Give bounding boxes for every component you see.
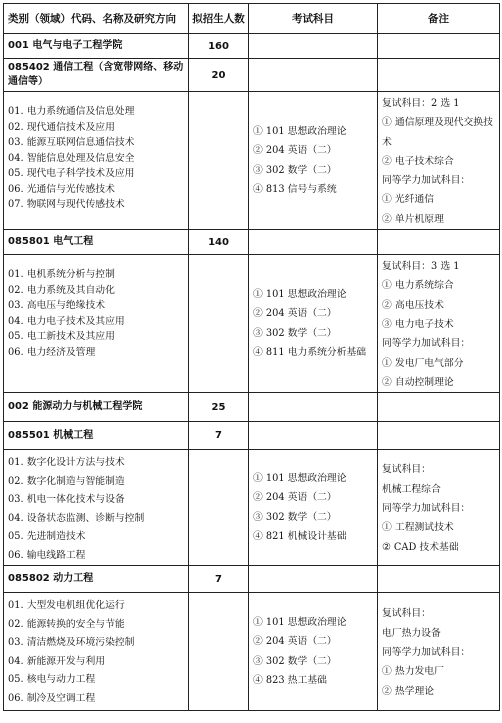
note-line: ② 自动控制理论 <box>382 376 454 388</box>
direction-item: 05. 核电与动力工程 <box>8 674 96 686</box>
section-count: 7 <box>189 422 249 450</box>
direction-item: 06. 制冷及空调工程 <box>8 692 96 704</box>
note-line: ③ 电力电子技术 <box>382 318 454 330</box>
research-directions <box>4 593 189 711</box>
note-line: ① 电力系统综合 <box>382 280 454 292</box>
direction-item: 04. 新能源开发与利用 <box>8 655 106 667</box>
section-row <box>4 34 500 59</box>
note-line: 复试科目： <box>382 464 431 476</box>
direction-item: 06. 光通信与光传感技术 <box>8 183 115 195</box>
exam-item: ② 204 英语（二） <box>253 636 337 648</box>
direction-item: 04. 设备状态监测、诊断与控制 <box>8 512 145 524</box>
note-line: ① 通信原理及现代交换技术 <box>382 117 493 148</box>
exam-subjects <box>249 450 378 566</box>
note-line: ② 热学理论 <box>382 685 435 697</box>
direction-item: 03. 能源互联网信息通信技术 <box>8 137 135 148</box>
research-directions <box>4 255 189 393</box>
note-line: 同等学力加试科目： <box>382 503 471 514</box>
section-title: 085402 通信工程（含宽带网络、移动通信等） <box>4 59 189 92</box>
exam-item: ① 101 思想政治理论 <box>253 472 347 484</box>
note-line: ① 发电厂电气部分 <box>382 357 464 369</box>
exam-item: ④ 823 热工基础 <box>253 675 327 687</box>
section-count: 25 <box>189 393 249 422</box>
exam-item: ① 101 思想政治理论 <box>253 288 347 300</box>
program-detail-row <box>4 92 500 230</box>
direction-item: 03. 清洁燃烧及环境污染控制 <box>8 637 135 649</box>
program-detail-row <box>4 593 500 711</box>
section-title: 085801 电气工程 <box>4 230 189 255</box>
section-count: 140 <box>189 230 249 255</box>
exam-item: ③ 302 数学（二） <box>253 327 337 339</box>
exam-item: ③ 302 数学（二） <box>253 655 337 667</box>
exam-item: ① 101 思想政治理论 <box>253 125 347 137</box>
exam-subjects <box>249 92 378 230</box>
note-line: 同等学力加试科目： <box>382 647 471 658</box>
direction-item: 01. 数字化设计方法与技术 <box>8 457 125 469</box>
direction-item: 04. 电力电子技术及其应用 <box>8 315 125 327</box>
note-line: ② 电子技术综合 <box>382 155 454 167</box>
notes <box>378 92 500 230</box>
note-line: 同等学力加试科目： <box>382 338 471 350</box>
exam-item: ④ 821 机械设计基础 <box>253 531 347 543</box>
direction-item: 06. 输电线路工程 <box>8 549 86 561</box>
exam-subjects <box>249 255 378 393</box>
direction-item: 01. 电机系统分析与控制 <box>8 269 115 281</box>
note-line: ② CAD 技术基础 <box>382 541 459 553</box>
section-title: 085501 机械工程 <box>4 422 189 450</box>
exam-item: ② 204 英语（二） <box>253 492 337 504</box>
section-title: 001 电气与电子工程学院 <box>4 34 189 59</box>
direction-item: 05. 电工新技术及其应用 <box>8 331 115 343</box>
exam-item: ① 101 思想政治理论 <box>253 616 347 628</box>
direction-item: 01. 大型发电机组优化运行 <box>8 600 125 612</box>
direction-item: 04. 智能信息处理及信息安全 <box>8 152 135 164</box>
notes <box>378 450 500 566</box>
section-row <box>4 566 500 593</box>
section-row <box>4 422 500 450</box>
note-line: 复试科目：2 选 1 <box>382 98 460 109</box>
header-exam-subjects: 考试科目 <box>249 4 378 34</box>
section-row <box>4 393 500 422</box>
header-notes: 备注 <box>378 4 500 34</box>
note-line: ② 高电压技术 <box>382 299 444 311</box>
note-line: ① 光纤通信 <box>382 194 435 206</box>
note-line: 同等学力加试科目： <box>382 175 471 187</box>
section-row <box>4 59 500 92</box>
program-detail-row <box>4 255 500 393</box>
section-count: 160 <box>189 34 249 59</box>
direction-item: 05. 先进制造技术 <box>8 531 86 543</box>
direction-item: 02. 现代通信技术及应用 <box>8 121 115 133</box>
section-count: 7 <box>189 566 249 593</box>
note-line: ① 工程测试技术 <box>382 522 454 534</box>
research-directions <box>4 92 189 230</box>
exam-item: ③ 302 数学（二） <box>253 164 337 176</box>
note-line: ② 单片机原理 <box>382 213 444 225</box>
note-line: 机械工程综合 <box>382 483 441 495</box>
section-count: 20 <box>189 59 249 92</box>
program-table <box>3 3 500 711</box>
research-directions <box>4 450 189 566</box>
notes <box>378 255 500 393</box>
exam-item: ② 204 英语（二） <box>253 145 337 157</box>
exam-item: ④ 811 电力系统分析基础 <box>253 347 367 359</box>
table-header-row <box>4 4 500 34</box>
section-row <box>4 230 500 255</box>
note-line: 复试科目：3 选 1 <box>382 261 460 273</box>
direction-item: 03. 机电一体化技术与设备 <box>8 494 125 506</box>
header-category: 类别（领域）代码、名称及研究方向 <box>4 4 189 34</box>
exam-item: ② 204 英语（二） <box>253 308 337 320</box>
direction-item: 07. 物联网与现代传感技术 <box>8 199 125 210</box>
program-detail-row <box>4 450 500 566</box>
section-title: 085802 动力工程 <box>4 566 189 593</box>
direction-item: 02. 能源转换的安全与节能 <box>8 618 125 630</box>
direction-item: 01. 电力系统通信及信息处理 <box>8 106 135 117</box>
section-title: 002 能源动力与机械工程学院 <box>4 393 189 422</box>
header-quota: 拟招生人数 <box>189 4 249 34</box>
exam-item: ③ 302 数学（二） <box>253 511 337 523</box>
direction-item: 02. 电力系统及其自动化 <box>8 284 115 296</box>
exam-item: ④ 813 信号与系统 <box>253 184 337 196</box>
exam-subjects <box>249 593 378 711</box>
note-line: 电厂热力设备 <box>382 627 441 639</box>
notes <box>378 593 500 711</box>
note-line: ① 热力发电厂 <box>382 666 444 678</box>
direction-item: 05. 现代电子科学技术及应用 <box>8 168 135 179</box>
direction-item: 02. 数字化制造与智能制造 <box>8 475 125 487</box>
direction-item: 03. 高电压与绝缘技术 <box>8 300 106 312</box>
note-line: 复试科目： <box>382 608 431 620</box>
direction-item: 06. 电力经济及管理 <box>8 346 96 358</box>
